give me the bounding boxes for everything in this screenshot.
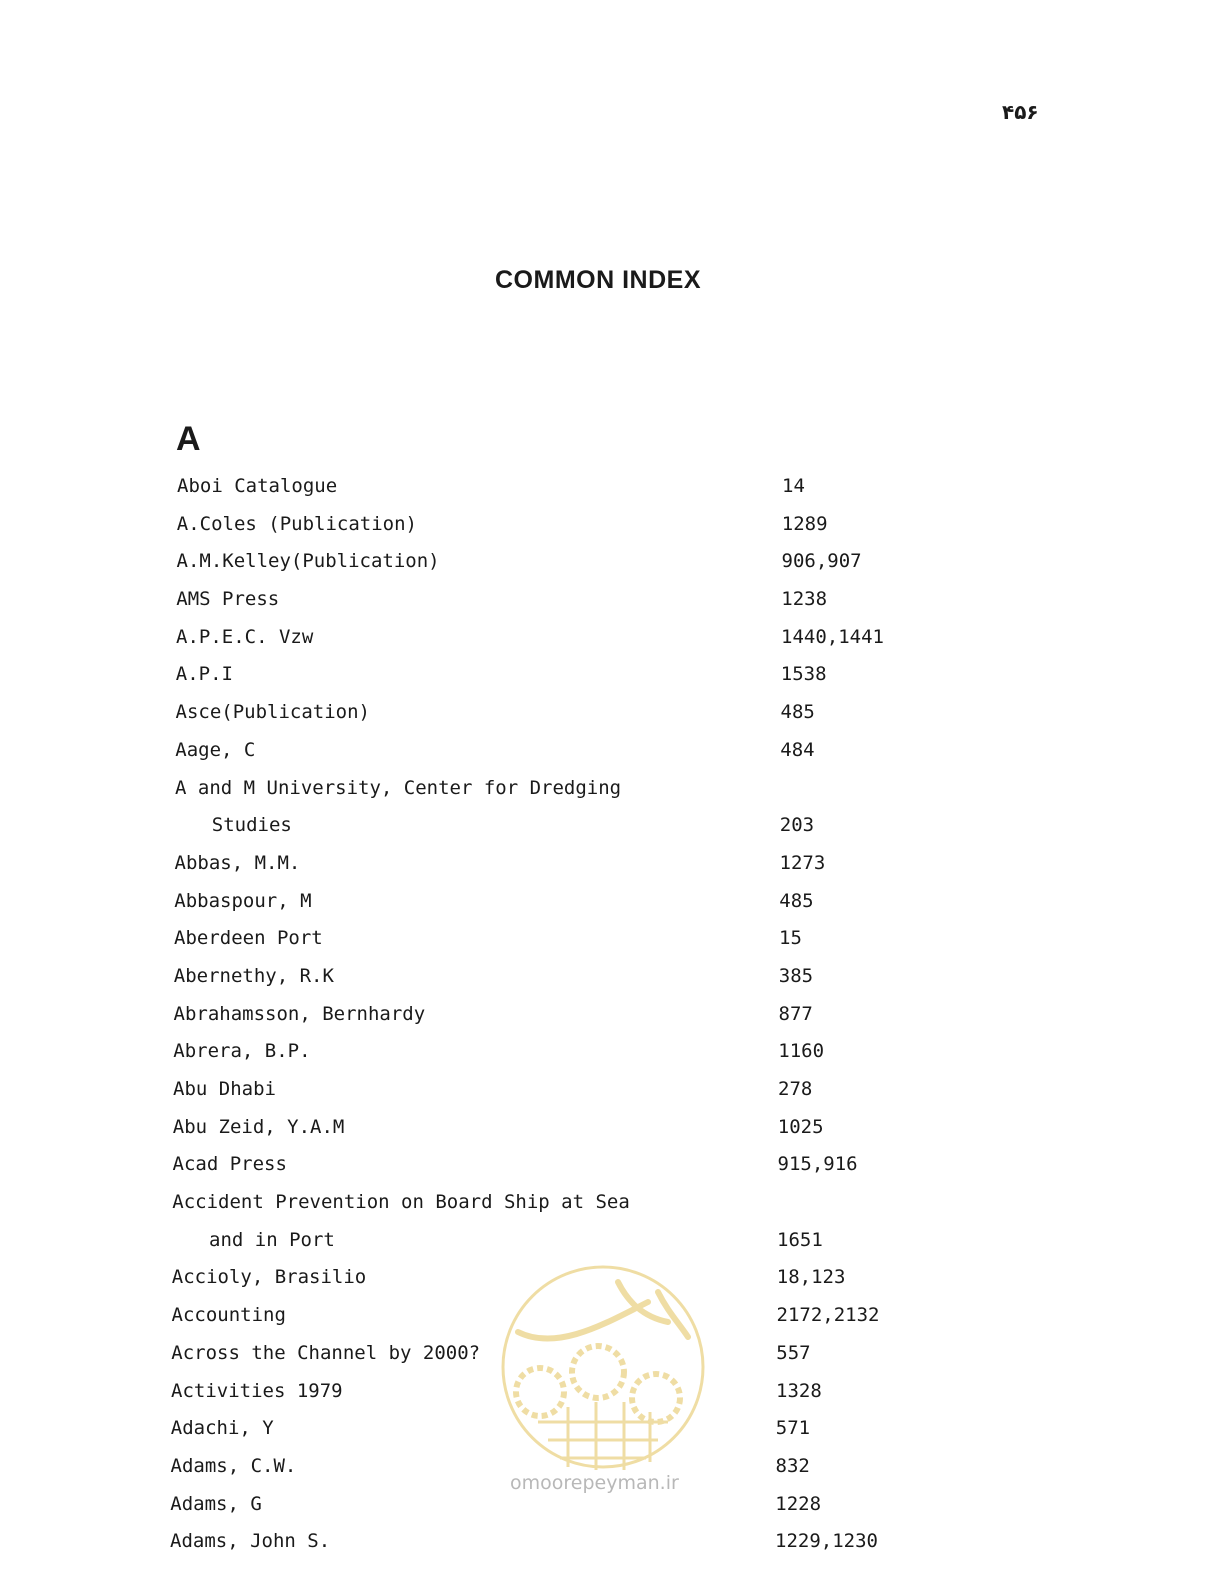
index-entry bbox=[0, 770, 1228, 808]
entry-pages: 1025 bbox=[777, 1115, 824, 1138]
index-entry bbox=[0, 468, 1228, 506]
index-entry bbox=[0, 694, 1228, 732]
entry-name: Aberdeen Port bbox=[174, 927, 323, 950]
entry-name: Abu Dhabi bbox=[173, 1078, 276, 1100]
entry-pages: 14 bbox=[782, 475, 805, 497]
entry-pages: 1289 bbox=[781, 512, 828, 535]
entry-name: Accioly, Brasilio bbox=[171, 1266, 367, 1289]
entry-pages: 484 bbox=[780, 738, 815, 761]
entry-name: Accounting bbox=[171, 1304, 286, 1327]
entry-name: Abrahamsson, Bernhardy bbox=[173, 1002, 426, 1025]
entry-pages: 1440,1441 bbox=[781, 625, 884, 648]
watermark-logo bbox=[498, 1262, 708, 1472]
entry-pages: 1229,1230 bbox=[775, 1530, 878, 1553]
entry-pages: 1228 bbox=[775, 1492, 822, 1515]
entry-name: A.P.I bbox=[175, 663, 233, 686]
entry-name: Asce(Publication) bbox=[175, 701, 370, 724]
index-entry-continuation bbox=[0, 1222, 1228, 1260]
entry-name: Abbas, M.M. bbox=[174, 851, 301, 874]
entry-name: A.P.E.C. Vzw bbox=[176, 625, 314, 648]
index-entry bbox=[0, 656, 1228, 694]
entry-pages: 18,123 bbox=[776, 1266, 846, 1289]
entry-pages: 203 bbox=[779, 814, 815, 837]
entry-pages: 1238 bbox=[781, 588, 828, 611]
index-entry bbox=[0, 1184, 1228, 1222]
entry-name: and in Port bbox=[209, 1228, 335, 1251]
index-entry bbox=[0, 883, 1228, 921]
entry-pages: 1273 bbox=[779, 851, 826, 874]
entry-name: Adams, C.W. bbox=[170, 1454, 297, 1477]
entry-name: Abu Zeid, Y.A.M bbox=[172, 1115, 345, 1138]
entry-name: Aboi Catalogue bbox=[177, 475, 338, 497]
entry-name: Aage, C bbox=[175, 738, 256, 761]
entry-pages: 915,916 bbox=[777, 1153, 858, 1176]
entry-pages: 557 bbox=[776, 1341, 811, 1364]
entry-pages: 906,907 bbox=[781, 550, 862, 573]
page-number: ۴۵۶ bbox=[1002, 100, 1039, 124]
entry-name: Abbaspour, M bbox=[174, 889, 312, 912]
entry-pages: 1651 bbox=[777, 1228, 823, 1251]
section-letter: A bbox=[176, 420, 201, 458]
entry-pages: 278 bbox=[778, 1078, 813, 1100]
index-entry bbox=[0, 920, 1228, 958]
entry-pages: 832 bbox=[775, 1454, 810, 1477]
index-entry bbox=[0, 581, 1228, 619]
watermark-calligraphy bbox=[518, 1282, 688, 1339]
entry-pages: 1538 bbox=[780, 663, 827, 686]
index-entry bbox=[0, 1071, 1228, 1109]
entry-name: Adams, John S. bbox=[170, 1530, 331, 1553]
index-entry bbox=[0, 1033, 1228, 1071]
gear-icon bbox=[516, 1346, 680, 1422]
entry-name: Abrera, B.P. bbox=[173, 1040, 311, 1063]
watermark-site: omoorepeyman.ir bbox=[510, 1472, 679, 1494]
index-entry bbox=[0, 732, 1228, 770]
entry-name: Across the Channel by 2000? bbox=[171, 1341, 481, 1364]
index-entry bbox=[0, 619, 1228, 657]
entry-pages: 877 bbox=[778, 1002, 813, 1025]
index-entry bbox=[0, 1109, 1228, 1147]
entry-name: A.M.Kelley(Publication) bbox=[176, 550, 440, 573]
entry-name: Accident Prevention on Board Ship at Sea bbox=[172, 1191, 630, 1214]
entry-name: Abernethy, R.K bbox=[173, 964, 334, 987]
entry-pages: 15 bbox=[779, 927, 802, 950]
entry-name: A and M University, Center for Dredging bbox=[175, 776, 622, 799]
entry-name: AMS Press bbox=[176, 588, 280, 611]
index-entry bbox=[0, 1146, 1228, 1184]
index-entry bbox=[0, 543, 1228, 581]
index-entry-continuation bbox=[0, 807, 1228, 845]
index-entry bbox=[0, 996, 1228, 1034]
entry-pages: 1160 bbox=[778, 1040, 825, 1063]
entry-pages: 2172,2132 bbox=[776, 1304, 880, 1327]
index-entry bbox=[0, 1523, 1228, 1561]
entry-pages: 1328 bbox=[776, 1379, 822, 1402]
entry-name: A.Coles (Publication) bbox=[176, 512, 417, 535]
entry-name: Adachi, Y bbox=[170, 1417, 274, 1440]
entry-name: Adams, G bbox=[170, 1492, 262, 1515]
entry-pages: 571 bbox=[775, 1417, 811, 1440]
index-entry bbox=[0, 958, 1228, 996]
entry-pages: 485 bbox=[779, 889, 814, 912]
entry-name: Studies bbox=[211, 814, 292, 837]
page-title: COMMON INDEX bbox=[495, 266, 701, 294]
index-entry bbox=[0, 845, 1228, 883]
entry-pages: 385 bbox=[778, 964, 814, 987]
entry-name: Acad Press bbox=[172, 1153, 287, 1176]
index-entry bbox=[0, 506, 1228, 544]
entry-name: Activities 1979 bbox=[171, 1379, 343, 1402]
entry-pages: 485 bbox=[780, 701, 815, 724]
